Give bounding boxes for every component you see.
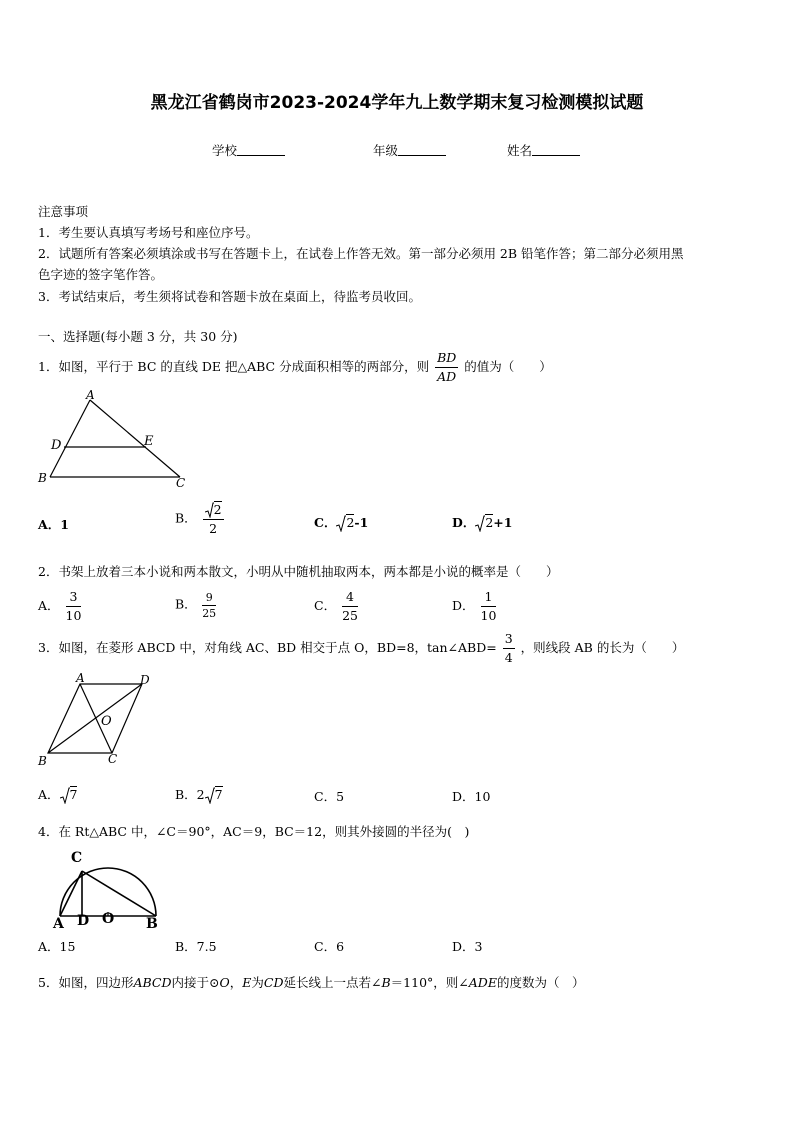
q5-text-b: 内接于 [171, 975, 210, 990]
q1-option-b[interactable] [175, 500, 226, 538]
grade-blank[interactable] [398, 143, 446, 156]
question-1 [38, 347, 552, 387]
sqrt-icon [205, 502, 214, 518]
q1-option-d[interactable] [452, 513, 512, 532]
q4-label-o: O [102, 911, 115, 927]
q5-text-g: 的度数为（ ） [496, 975, 585, 990]
q1-option-c-radicand: 2 [346, 515, 355, 530]
q3-label-a: A [76, 671, 85, 685]
q4-option-c[interactable]: C．6 [314, 939, 345, 954]
sqrt-icon [60, 787, 70, 804]
q1-text-after: 的值为（ ） [464, 359, 552, 374]
q1-option-d-radicand: 2 [485, 515, 494, 530]
q5-ade: ADE [468, 975, 497, 990]
q1-option-b-prefix: B． [175, 510, 197, 526]
notice-item-2-line-1: 2．试题所有答案必须填涂或书写在答题卡上，在试卷上作答无效。第一部分必须用 2B 铅笔作答；第二部分必须用黑 [38, 246, 684, 261]
q5-abcd: ABCD [133, 975, 172, 990]
q5-text-c: ， [229, 975, 243, 990]
q2-option-b[interactable] [175, 590, 218, 621]
q2-option-a-prefix: A． [38, 598, 60, 613]
q4-label-b: B [146, 916, 158, 930]
school-label: 学校 [212, 143, 238, 158]
q1-label-c: C [176, 476, 186, 490]
school-field[interactable] [212, 141, 285, 159]
q1-label-d: D [51, 438, 62, 453]
q3-option-b[interactable] [175, 785, 223, 804]
q1-label-b: B [38, 471, 47, 485]
q3-option-a-prefix: A． [38, 787, 60, 802]
question-4: 4．在 Rt△ABC 中，∠C＝90°，AC＝9，BC＝12，则其外接圆的半径为( ) [38, 824, 470, 839]
notice-item-3: 3．考试结束后，考生须将试卷和答题卡放在桌面上，待监考员收回。 [38, 289, 421, 304]
q2-option-a[interactable] [38, 588, 83, 625]
q3-label-d: D [140, 673, 150, 687]
sqrt-icon [475, 515, 485, 532]
question-3 [38, 628, 684, 668]
q4-option-b[interactable]: B．7.5 [175, 939, 217, 954]
q1-option-c[interactable] [314, 513, 368, 532]
q1-frac-num: BD [435, 349, 458, 368]
question-5 [38, 973, 584, 991]
q2-option-b-num: 9 [202, 590, 216, 606]
q3-option-b-prefix: B．2 [175, 787, 205, 802]
q2-option-c-prefix: C． [314, 598, 337, 613]
q1-option-b-num: 2 [213, 501, 222, 517]
name-field[interactable] [507, 141, 580, 159]
q3-option-a[interactable] [38, 785, 77, 804]
q2-option-d-prefix: D． [452, 598, 475, 613]
q1-triangle-figure [34, 388, 194, 490]
q3-frac-num: 3 [503, 630, 515, 649]
q1-label-e: E [144, 434, 154, 449]
q3-label-c: C [108, 752, 118, 766]
q1-option-b-den: 2 [209, 520, 218, 536]
q2-option-b-prefix: B． [175, 596, 197, 612]
q1-text-before: 1．如图，平行于 BC 的直线 DE 把△ABC 分成面积相等的两部分，则 [38, 359, 430, 374]
section-heading: 一、选择题(每小题 3 分，共 30 分) [38, 329, 238, 344]
q1-option-c-suffix: -1 [354, 515, 369, 530]
grade-label: 年级 [373, 143, 399, 158]
q3-rhombus-figure [34, 670, 162, 770]
q5-b: B [381, 975, 391, 990]
q2-option-d-num: 1 [481, 588, 497, 607]
q4-label-d: D [77, 913, 90, 929]
q5-text-d: 为 [251, 975, 264, 990]
q3-frac-den: 4 [504, 650, 513, 665]
school-blank[interactable] [237, 143, 285, 156]
question-2: 2．书架上放着三本小说和两本散文，小明从中随机抽取两本，两本都是小说的概率是（ ） [38, 564, 559, 579]
q1-label-a: A [86, 388, 95, 402]
notice-item-1: 1．考生要认真填写考场号和座位序号。 [38, 225, 259, 240]
notice-item-2-line-2: 色字迹的签字笔作答。 [38, 267, 164, 282]
q5-text-e: 延长线上一点若∠ [283, 975, 382, 990]
page-title: 黑龙江省鹤岗市2023-2024学年九上数学期末复习检测模拟试题 [150, 93, 644, 113]
q5-text-f: ＝110°，则∠ [390, 975, 469, 990]
q2-option-d-den: 10 [480, 608, 497, 623]
q3-option-d[interactable]: D．10 [452, 789, 491, 804]
q5-e: E [242, 975, 252, 990]
q4-label-a: A [53, 916, 64, 930]
q3-label-b: B [38, 754, 47, 768]
name-blank[interactable] [532, 143, 580, 156]
q2-option-a-den: 10 [65, 608, 82, 623]
q3-option-c[interactable]: C．5 [314, 789, 345, 804]
q1-option-d-prefix: D． [452, 515, 476, 530]
name-label: 姓名 [507, 143, 533, 158]
q5-circle-o: ⊙O [209, 975, 230, 990]
q3-option-b-radicand: 7 [214, 787, 223, 802]
q2-option-a-num: 3 [66, 588, 82, 607]
q1-option-a[interactable]: A．1 [38, 517, 69, 532]
q1-option-c-prefix: C． [314, 515, 337, 530]
q1-option-d-suffix: +1 [493, 515, 513, 530]
q1-frac-den: AD [437, 369, 457, 384]
q2-option-d[interactable] [452, 588, 498, 625]
q1-option-b-fraction [203, 500, 224, 538]
q3-option-a-radicand: 7 [69, 787, 78, 802]
q5-cd: CD [263, 975, 284, 990]
q4-option-d[interactable]: D．3 [452, 939, 483, 954]
q4-option-a[interactable]: A．15 [38, 939, 76, 954]
q3-text-after: ，则线段 AB 的长为（ ） [520, 640, 685, 655]
q1-fraction [435, 349, 458, 386]
q3-label-o: O [101, 714, 112, 729]
notice-heading: 注意事项 [38, 204, 89, 219]
q4-label-c: C [71, 850, 83, 866]
grade-field[interactable] [373, 141, 446, 159]
q4-semicircle-figure [50, 848, 165, 930]
sqrt-icon [205, 787, 215, 804]
q2-option-b-den: 25 [202, 607, 217, 620]
sqrt-icon [336, 515, 346, 532]
q2-option-c-den: 25 [342, 608, 358, 623]
q5-text-a: 5．如图，四边形 [38, 975, 134, 990]
q3-fraction [503, 630, 515, 667]
q2-option-c-num: 4 [342, 588, 358, 607]
q2-option-c[interactable] [314, 588, 360, 625]
q3-text-before: 3．如图，在菱形 ABCD 中，对角线 AC、BD 相交于点 O，BD=8，tan∠ABD= [38, 640, 497, 655]
